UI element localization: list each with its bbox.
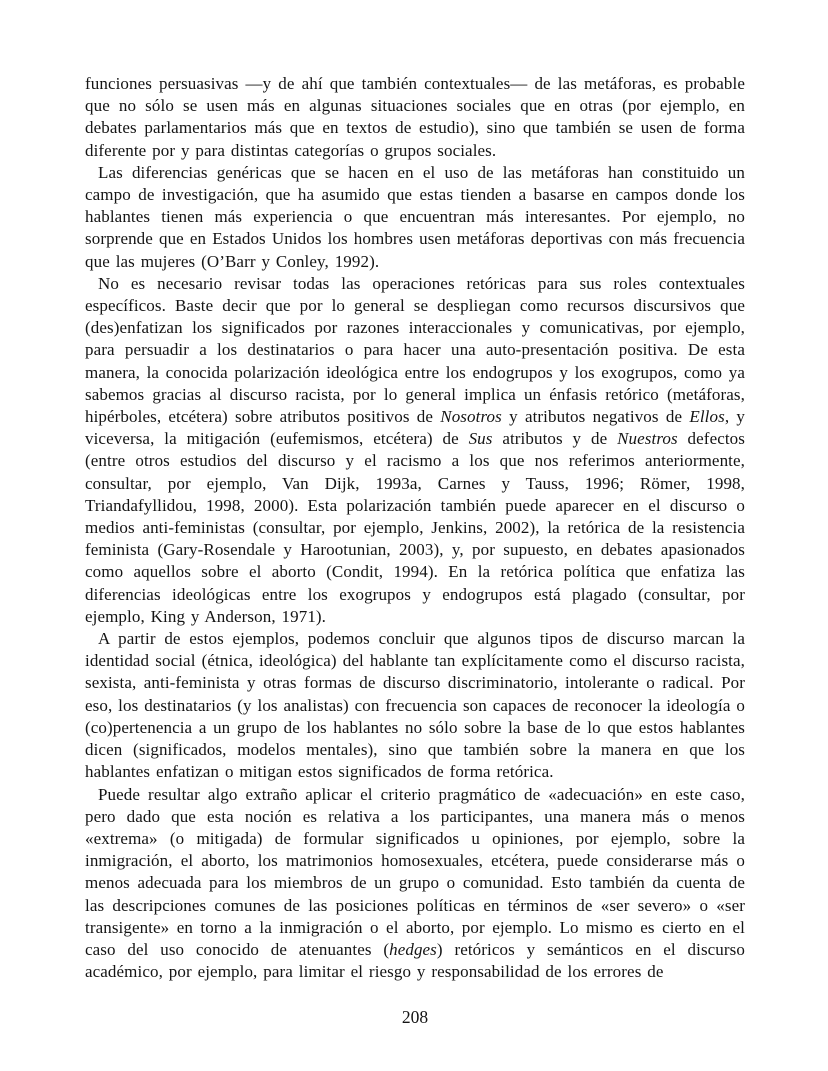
paragraph: A partir de estos ejemplos, podemos concluir que algunos tipos de discurso marcan la identidad social (étnica, ideológica) del hablante tan explícitamente como el discurso racista, sexista, anti-feminista y otras formas de discurso discriminatorio, intolerante o radical. Por eso, los destinatarios (y los analistas) con frecuencia son capaces de reconocer la ideología o (co)pertenencia a un grupo de los hablantes no sólo sobre la base de lo que estos hablantes dicen (significados, modelos mentales), sino que también sobre la manera en que los hablantes enfatizan o mitigan estos significados de forma retórica.: [85, 629, 745, 782]
paragraph: Las diferencias genéricas que se hacen en el uso de las metáforas han constituido un campo de investigación, que ha asumido que estas tienden a basarse en campos donde los hablantes tienen más experiencia o que encuentran más interesantes. Por ejemplo, no sorprende que en Estados Unidos los hombres usen metáforas deportivas con más frecuencia que las mujeres (O’Barr y Conley, 1992).: [85, 162, 745, 271]
paragraph: Puede resultar algo extraño aplicar el criterio pragmático de «adecuación» en este caso, pero dado que esta noción es relativa a los participantes, una manera más o menos «extrema» (o mitigada) de formular significados u opiniones, por ejemplo, sobre la inmigración, el aborto, los matrimonios homosexuales, etcétera, puede considerarse más o menos adecuada para los miembros de un grupo o comunidad. Esto también da cuenta de las descripciones comunes de las posiciones políticas en términos de «ser severo» o «ser transigente» en torno a la inmigración o el aborto, por ejemplo. Lo mismo es cierto en el caso del uso conocido de atenuantes (hedges) retóricos y semánticos en el discurso académico, por ejemplo, para limitar el riesgo y responsabilidad de los errores de: [85, 784, 745, 982]
page-number: 208: [401, 1007, 429, 1028]
paragraph: No es necesario revisar todas las operaciones retóricas para sus roles contextuales específicos. Baste decir que por lo general se despliegan como recursos discursivos que (des)enfatizan los significados por razones interaccionales y comunicativas, por ejemplo, para persuadir a los destinatarios o para hacer una auto-presentación positiva. De esta manera, la conocida polarización ideológica entre los endogrupos y los exogrupos, como ya sabemos gracias al discurso racista, por lo general implica un énfasis retórico (metáforas, hipérboles, etcétera) sobre atributos positivos de Nosotros y atributos negativos de Ellos, y viceversa, la mitigación (eufemismos, etcétera) de Sus atributos y de Nuestros defectos (entre otros estudios del discurso y el racismo a los que nos referimos anteriormente, consultar, por ejemplo, Van Dijk, 1993a, Carnes y Tauss, 1996; Römer, 1998, Triandafyllidou, 1998, 2000). Esta polarización también puede aparecer en el discurso o medios anti-feministas (consultar, por ejemplo, Jenkins, 2002), la retórica de la resistencia feminista (Gary-Rosendale y Harootunian, 2003), y, por supuesto, en debates apasionados como aquellos sobre el aborto (Condit, 1994). En la retórica política que enfatiza las diferencias ideológicas entre los exogrupos y endogrupos está plagado (consultar, por ejemplo, King y Anderson, 1971).: [85, 273, 746, 626]
paragraph: funciones persuasivas —y de ahí que también contextuales— de las metáforas, es probable que no sólo se usen más en algunas situaciones sociales que en otras (por ejemplo, en debates parlamentarios más que en textos de estudio), sino que también se usen de forma diferente por y para distintas categorías o grupos sociales.: [85, 74, 745, 160]
body-text: [85, 73, 745, 983]
